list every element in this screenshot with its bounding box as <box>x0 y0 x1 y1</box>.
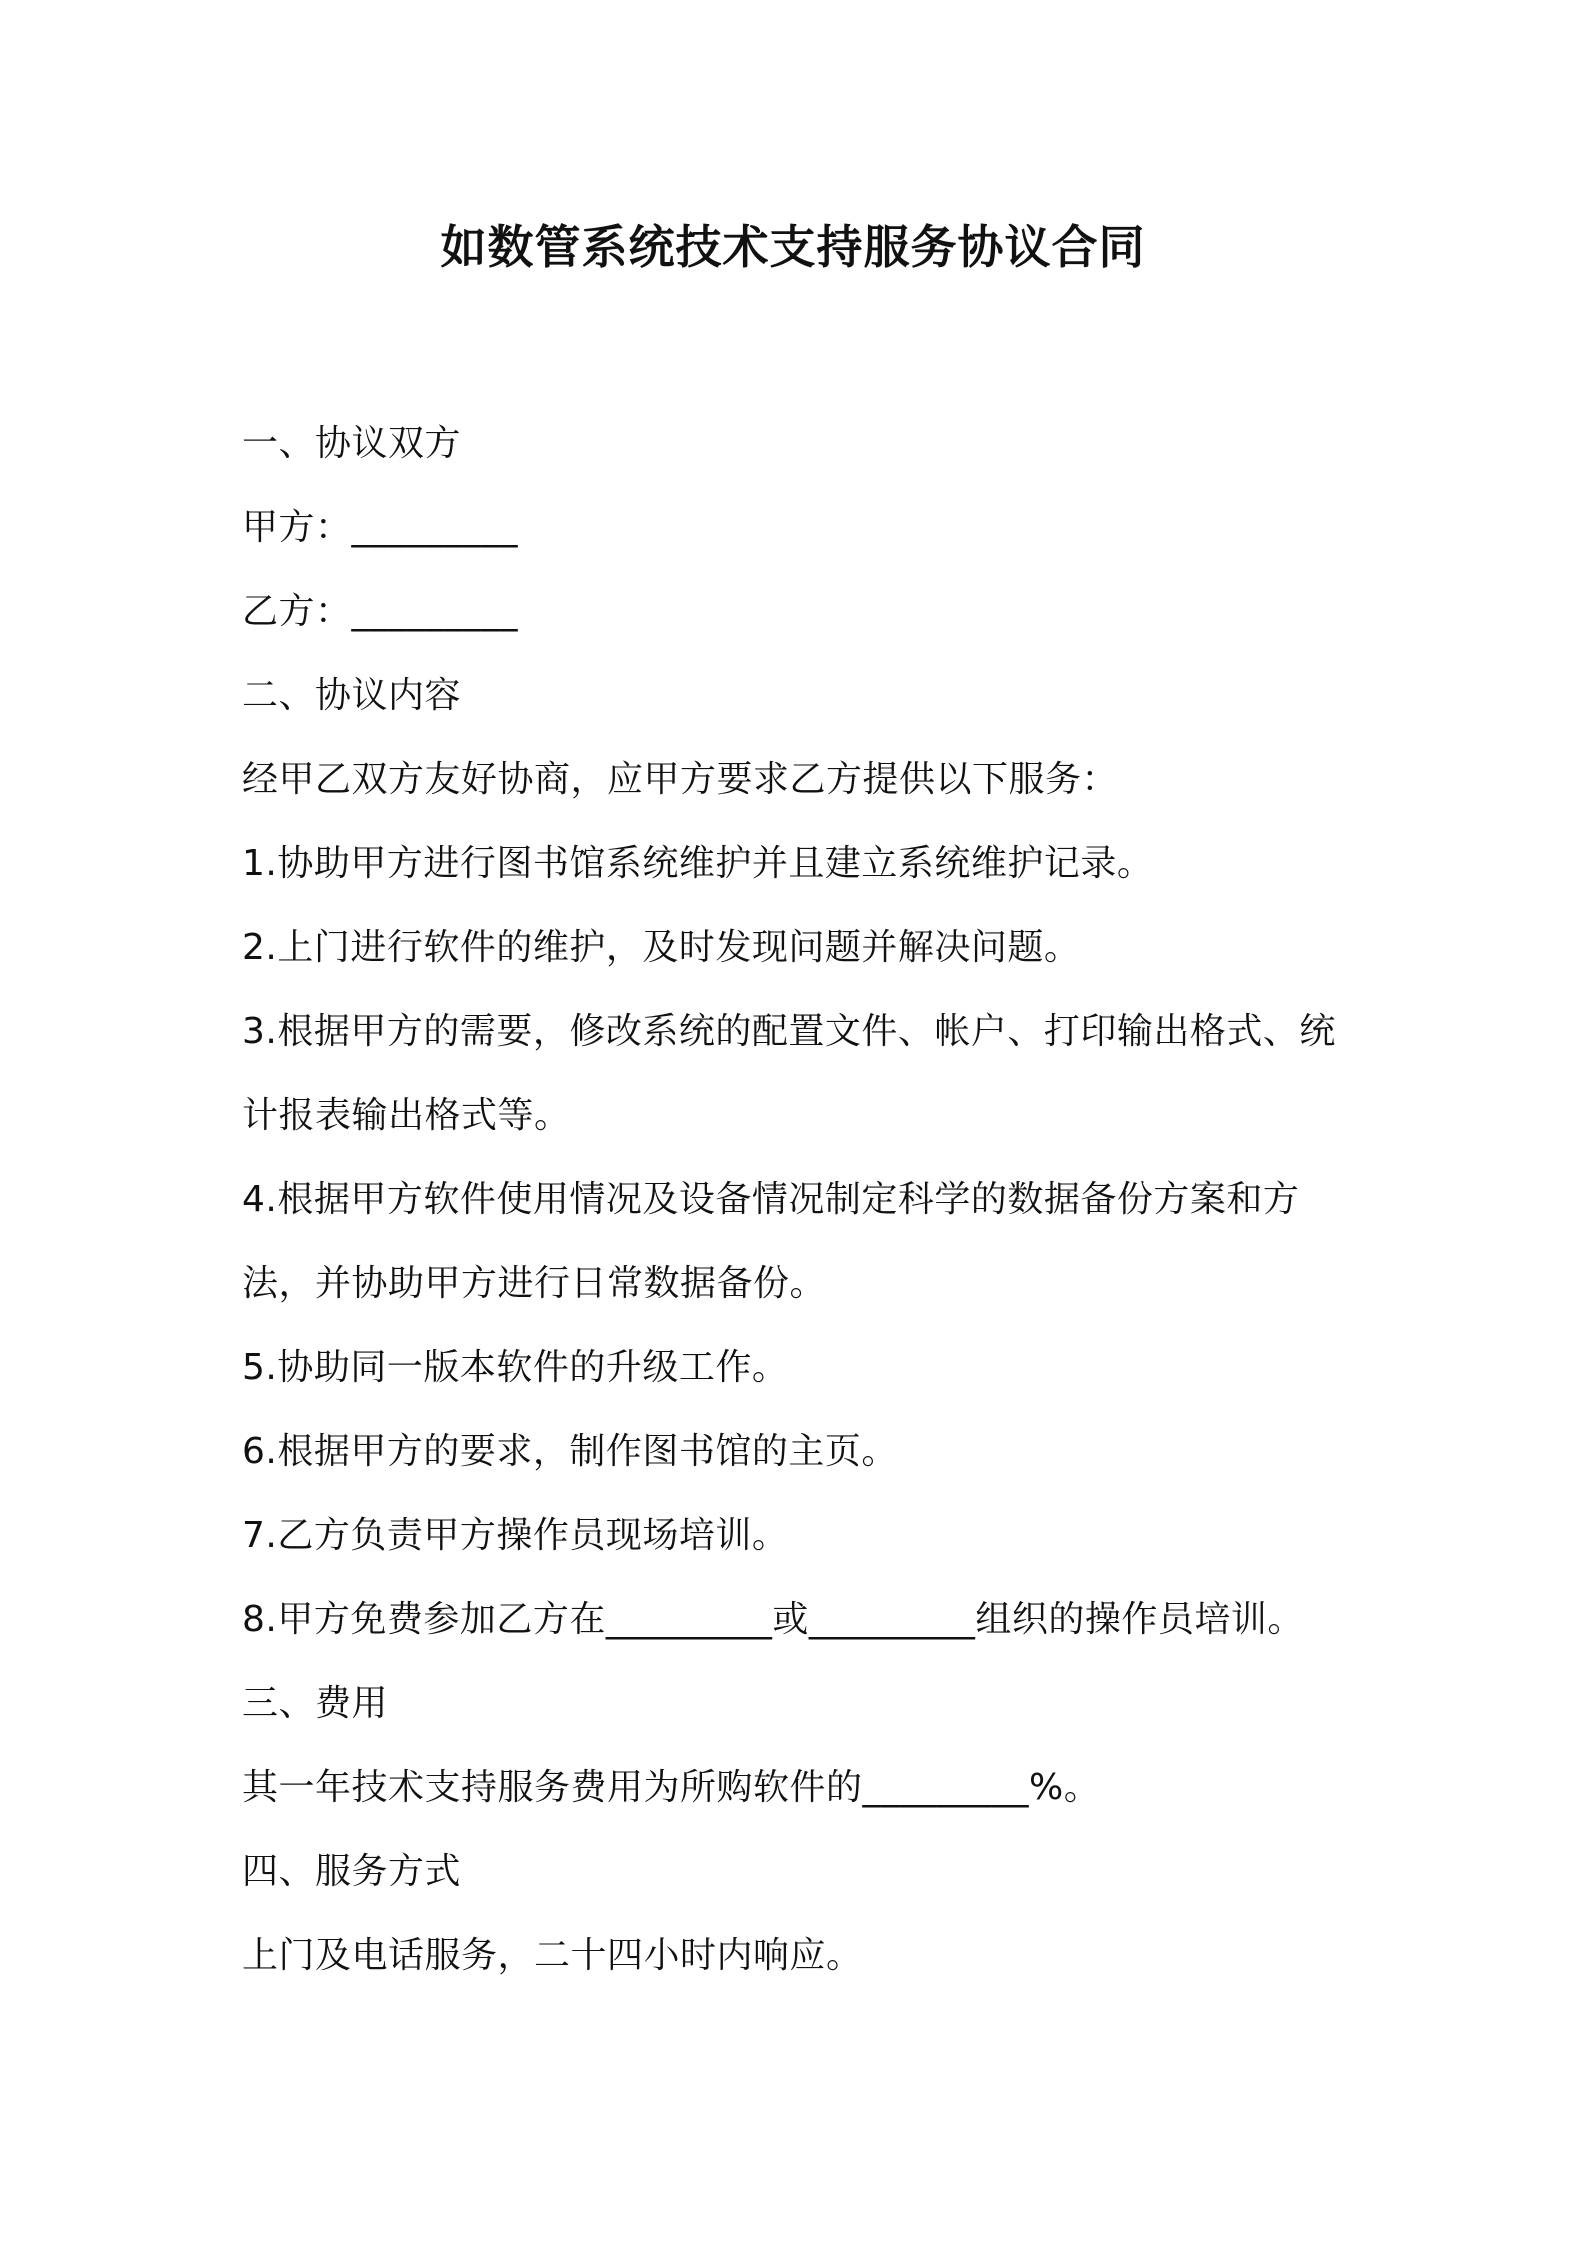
section-heading-content: 二、协议内容 <box>242 675 462 716</box>
service-item-7: 7.乙方负责甲方操作员现场培训。 <box>242 1515 789 1556</box>
party-b-line: 乙方：_________ <box>242 591 519 632</box>
fee-line: 其一年技术支持服务费用为所购软件的_________%。 <box>242 1767 1101 1808</box>
service-method-line: 上门及电话服务，二十四小时内响应。 <box>242 1935 863 1976</box>
service-item-6: 6.根据甲方的要求，制作图书馆的主页。 <box>242 1431 898 1472</box>
section-heading-fees: 三、费用 <box>242 1683 389 1724</box>
service-item-8: 8.甲方免费参加乙方在_________或_________组织的操作员培训。 <box>242 1599 1304 1640</box>
section-heading-service-method: 四、服务方式 <box>242 1851 462 1892</box>
section-heading-parties: 一、协议双方 <box>242 423 462 464</box>
service-item-3: 3.根据甲方的需要，修改系统的配置文件、帐户、打印输出格式、统 <box>242 1011 1336 1052</box>
document-body <box>242 402 1372 1998</box>
content-intro: 经甲乙双方友好协商，应甲方要求乙方提供以下服务： <box>242 759 1119 800</box>
service-item-4: 4.根据甲方软件使用情况及设备情况制定科学的数据备份方案和方 <box>242 1179 1300 1220</box>
service-item-1: 1.协助甲方进行图书馆系统维护并且建立系统维护记录。 <box>242 843 1154 884</box>
service-item-4-continued: 法，并协助甲方进行日常数据备份。 <box>242 1263 827 1304</box>
service-item-5: 5.协助同一版本软件的升级工作。 <box>242 1347 789 1388</box>
document-title: 如数管系统技术支持服务协议合同 <box>440 220 1146 274</box>
service-item-2: 2.上门进行软件的维护，及时发现问题并解决问题。 <box>242 927 1081 968</box>
party-a-line: 甲方：_________ <box>242 507 519 548</box>
service-item-3-continued: 计报表输出格式等。 <box>242 1095 571 1136</box>
